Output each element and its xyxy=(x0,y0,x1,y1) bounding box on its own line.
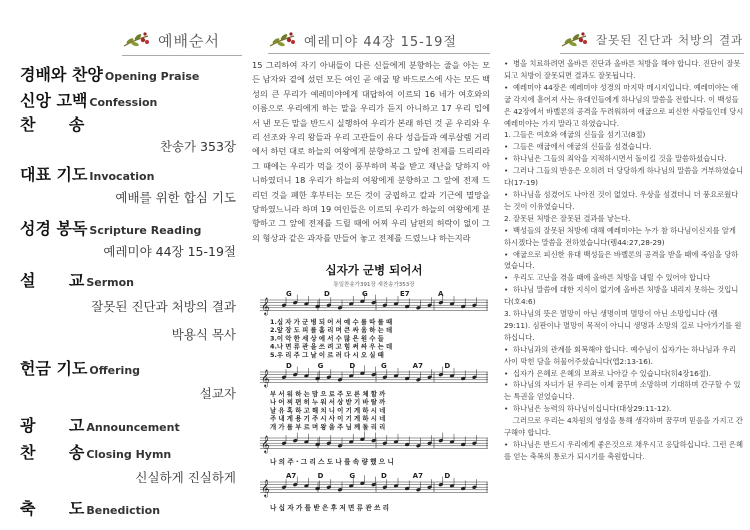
chord-label: D xyxy=(324,290,330,298)
olive-branch-icon xyxy=(560,30,590,50)
worship-item-scripture: 성경 봉독 Scripture Reading xyxy=(20,219,202,238)
outline-item xyxy=(504,165,744,189)
scripture-title: 예레미야 44장 15-19절 xyxy=(304,34,457,50)
outline-item xyxy=(504,379,744,403)
outline-item xyxy=(504,129,744,141)
outline-item xyxy=(504,439,744,463)
hymn-number: 찬송가 353장 xyxy=(159,139,236,154)
outline-text: 하나님의 자녀가 된 우리는 이제 꿈꾸며 소망하며 기대하며 간구할 수 있는 특권을 얻었습니다. xyxy=(504,380,741,402)
outline-text: 그들은 여호와 애굽의 신들을 섬기고(8절) xyxy=(513,130,646,140)
worship-order-header xyxy=(122,28,220,52)
chord-label: D xyxy=(349,362,356,370)
olive-branch-icon xyxy=(268,30,298,50)
outline-text: 병을 치료하려면 올바른 진단과 올바른 처방을 해야 합니다. 진단이 잘못되고 처방이 잘못되면 결과도 잘못됩니다. xyxy=(504,59,741,80)
outline-item xyxy=(504,225,744,249)
hymn-title: 십자가 군병 되어서 xyxy=(325,263,423,277)
chord-label: G xyxy=(317,362,324,370)
offering-prayer-leader: 설교자 xyxy=(199,386,236,401)
outline-bullet: • xyxy=(504,285,509,295)
outline-text: 하나님을 섬겼어도 나아진 것이 없었다. 우상을 섬겼더니 더 풍요로웠다는 것이 이유였습니다. xyxy=(504,189,739,211)
outline-text: 하나님은 반드시 우리에게 좋은것으로 채우시고 응답하십니다. 그런 은혜를 얻는 축복의 통로가 되시기를 축원합니다. xyxy=(504,440,744,461)
scripture-reference: 예레미야 44장 15-19절 xyxy=(103,244,236,259)
outline-bullet: • xyxy=(504,249,509,259)
outline-item xyxy=(504,189,744,213)
chord-label: D xyxy=(381,472,387,480)
outline-item xyxy=(504,344,744,368)
outline-bullet: • xyxy=(504,344,509,354)
worship-item-sermon: 설 교 Sermon xyxy=(20,271,135,290)
outline-bullet: 3. xyxy=(504,309,511,319)
outline-item xyxy=(504,308,744,344)
outline-bullet: • xyxy=(504,440,509,449)
outline-bullet: • xyxy=(504,368,509,378)
outline-text: 하나님은 능력의 하나님이십니다(대상29:11-12). xyxy=(513,404,672,414)
scripture-text: 15 그리하여 자기 아내들이 다른 신들에게 분향하는 줄을 아는 모든 남자와 곁에 섰던 모든 여인 곧 애굽 땅 바드로스에 사는 모든 백성의 큰 무리가 예레미야에게 대답하여 이르되 16 네가 여호와의 이름으로 우리에게 하는 말을 우리가 듣지 아니하고 17 우리 입에서 낸 모든 말을 반드시 실행하여 우리가 본래 하던 것 곧 우리와 우리 선조와 우리 왕들과 우리 고관들이 유다 성읍들과 예루살렘 거리에서 하던 대로 하늘의 여왕에게 분향하고 그 앞에 전제를 드리리라 그 때에는 우리가 먹을 것이 풍부하며 복을 받고 재난을 당하지 아니하였더니 18 우리가 하늘의 여왕에게 분향하고 그 앞에 전제 드리던 것을 폐한 후부터는 모든 것이 궁핍하고 칼과 기근에 멸망을 당하였느니라 하며 19 여인들은 이르되 우리가 하늘의 여왕에게 분향하고 그 앞에 전제를 드릴 때에 어찌 우리 남편의 허락이 없이 그의 형상과 같은 과자를 만들어 놓고 전제를 드렸느냐 하는지라 xyxy=(252,60,490,243)
chord-label: D xyxy=(317,472,324,480)
sermon-title-header: 잘못된 진단과 처방의 결과 xyxy=(596,33,744,47)
outline-text: 그러므로 우리는 4차원의 영성을 통해 생각하며 꿈꾸며 믿음을 가지고 간구해야 합니다. xyxy=(504,416,743,438)
verse-lyric-line: 나 어 찌 편 히 누 워 서 상 받 기 바 랄 까 xyxy=(270,398,386,407)
preacher-name: 박용식 목사 xyxy=(171,327,236,342)
outline-item xyxy=(504,213,744,225)
chord-label: D xyxy=(444,472,451,480)
chord-label: G xyxy=(362,290,368,298)
chord-label: G xyxy=(349,472,356,480)
outline-item xyxy=(504,368,744,380)
worship-item-closing-hymn: 찬 송 Closing Hymn xyxy=(20,443,172,462)
chord-label: G xyxy=(286,290,292,298)
outline-bullet: • xyxy=(504,225,509,235)
outline-bullet: • xyxy=(504,404,509,414)
outline-text: 우리도 고난을 겪을 때에 올바른 처방을 내릴 수 있어야 합니다 xyxy=(513,273,711,283)
chord-label: D xyxy=(286,362,292,370)
outline-bullet: • xyxy=(504,82,509,92)
invocation-detail: 예배를 위한 합심 기도 xyxy=(115,190,236,205)
treble-clef-icon: 𝄞 xyxy=(261,435,270,453)
chord-label: A7 xyxy=(412,472,423,480)
outline-item xyxy=(504,415,744,439)
outline-bullet: • xyxy=(504,154,509,164)
chord-label: E7 xyxy=(400,290,410,298)
outline-item xyxy=(504,284,744,308)
worship-item-invocation: 대표 기도 Invocation xyxy=(20,165,155,184)
outline-bullet: 2. xyxy=(504,213,511,223)
worship-order-title: 예배순서 xyxy=(158,31,220,50)
header-rule xyxy=(560,53,744,54)
outline-item xyxy=(504,403,744,415)
worship-item-confession: 신앙 고백 Confession xyxy=(20,91,158,110)
sermon-header xyxy=(560,28,743,52)
outline-item xyxy=(504,82,744,130)
outline-text: 예레미야 44장은 예레미야 성경의 마지막 메시지입니다. 예레미야는 애굽 각지에 흩어져 사는 유대인들에게 하나님의 말씀을 전합니다. 이 백성들은 42장에서 바벨론의 공격을 두려워하여 애굽으로 피신한 사람들인데 당시 예레미야는 가지 말라고 하였습니다. xyxy=(504,82,744,128)
outline-text: 그들은 애굽에서 애굽의 신들을 섬겼습니다. xyxy=(513,142,652,152)
hymn-score xyxy=(258,288,490,530)
worship-item-announcement: 광 고 Announcement xyxy=(20,416,180,435)
verse-lyric-line: 2.앞 장 도 피 를 흘 리 며 큰 싸 움 하 는 데 xyxy=(270,326,393,335)
outline-bullet: • xyxy=(504,59,509,68)
worship-item-offering: 헌금 기도 Offering xyxy=(20,359,141,378)
verse-lyric-line: 주 내 게 용 기 주 시 사 이 기 게 하 시 네 xyxy=(270,414,386,423)
outline-bullet: 1. xyxy=(504,130,511,140)
outline-text: 백성들의 잘못된 처방에 대해 예레미야는 누가 참 하나님이신지를 알게 하시겠다는 말씀을 전하였습니다(렘44:27,28-29) xyxy=(504,225,736,247)
olive-branch-icon xyxy=(122,30,152,50)
outline-bullet: • xyxy=(504,273,509,283)
verse-lyric-line: 개 가 를 부 르 며 왕 을 주 님 께 돌 리 리 xyxy=(270,422,386,431)
chord-label: G xyxy=(381,362,387,370)
worship-item-hymn: 찬 송 xyxy=(20,115,85,134)
outline-item xyxy=(504,58,744,82)
order-of-worship-column xyxy=(0,0,250,530)
sermon-outline xyxy=(504,58,744,463)
outline-text: 하나님은 그들의 죄악을 지적하시면서 돌이킬 것을 말씀하셨습니다. xyxy=(513,154,727,164)
verse-lyric-line: 날 유 혹 하 고 해 치 니 이 기 게 하 시 네 xyxy=(270,406,386,415)
outline-item xyxy=(504,272,744,284)
scripture-header xyxy=(268,28,457,52)
worship-item-opening-praise: 경배와 찬양 Opening Praise xyxy=(20,65,200,84)
verse-lyric-line: 5.우 리 주 그 날 이 르 러 다 시 오 실 때 xyxy=(270,350,384,359)
final-lyric-line: 나 십 자 가 를 받 은 후 저 면 류 관 쓰 리 xyxy=(270,504,390,512)
treble-clef-icon: 𝄞 xyxy=(261,369,270,387)
outline-text: 애굽으로 피신한 유대 백성들은 바벨론의 공격을 받을 때에 죽임을 당하였습니다. xyxy=(504,249,739,271)
outline-item xyxy=(504,249,744,273)
verse-lyric-line: 4.나 면 류 관 을 쓰 려 고 힘 써 싸 우 는 데 xyxy=(270,342,393,351)
chord-label: A7 xyxy=(286,472,297,480)
verse-lyric-line: 3.이 악 한 세 상 에 서 수 많 은 원 수 들 xyxy=(270,334,384,343)
outline-text: 잘못된 처방은 잘못된 결과를 낳는다. xyxy=(513,213,631,223)
sermon-title: 잘못된 진단과 처방의 결과 xyxy=(91,299,236,314)
chord-label: D xyxy=(444,362,451,370)
worship-item-benediction: 축 도 Benediction xyxy=(20,499,161,518)
chord-label: A xyxy=(438,290,444,298)
chord-label: A7 xyxy=(412,362,423,370)
outline-text: 하나님의 뜻은 멸망이 아닌 생명이며 멸망이 아닌 소망입니다 (렘 29:11). 심판이나 멸망이 목적이 아니니 생명과 소망의 길로 나아가기를 원하십니다. xyxy=(504,309,742,342)
outline-text: 하나님과의 관계를 회복해야 합니다. 예수님이 십자가는 하나님과 우리 사이 막힌 담을 허물어주셨습니다(엡2:13-16). xyxy=(504,344,736,366)
verse-lyric-line: 부 서 워 하 는 맘 으 로 주 모 른 체 할 까 xyxy=(270,390,386,398)
verse-lyric-line: 1.십 자 가 군 병 되 어 서 예 수 를 따 를 때 xyxy=(270,318,393,326)
closing-hymn-title: 신실하게 진실하게 xyxy=(135,470,236,485)
outline-item xyxy=(504,141,744,153)
outline-bullet: • xyxy=(504,189,509,199)
outline-text: 하나님 말씀에 대한 지식이 없기에 올바른 처방을 내리지 못하는 것입니다(호4:6) xyxy=(504,285,739,307)
header-rule xyxy=(122,55,242,56)
outline-text: 그러나 그들의 반응은 오히려 더 당당하게 하나님의 말씀을 거부하였습니다(17-19) xyxy=(504,166,744,188)
treble-clef-icon: 𝄞 xyxy=(261,297,270,315)
header-rule xyxy=(268,53,490,54)
refrain-lyric-line: 나 의 주 · 그 리 스 도 나 를 속 량 했 으 니 xyxy=(270,458,394,466)
outline-bullet: • xyxy=(504,380,509,390)
hymn-subtitle: 통일찬송가391장 새찬송가353장 xyxy=(333,282,415,288)
outline-item xyxy=(504,153,744,165)
outline-text: 십자가 은혜로 은혜의 보좌로 나아갈 수 있습니다(히4장16절). xyxy=(513,368,711,378)
hymn-sheet xyxy=(258,262,490,530)
treble-clef-icon: 𝄞 xyxy=(261,479,270,497)
outline-bullet: • xyxy=(504,166,509,176)
outline-bullet: • xyxy=(504,142,509,152)
